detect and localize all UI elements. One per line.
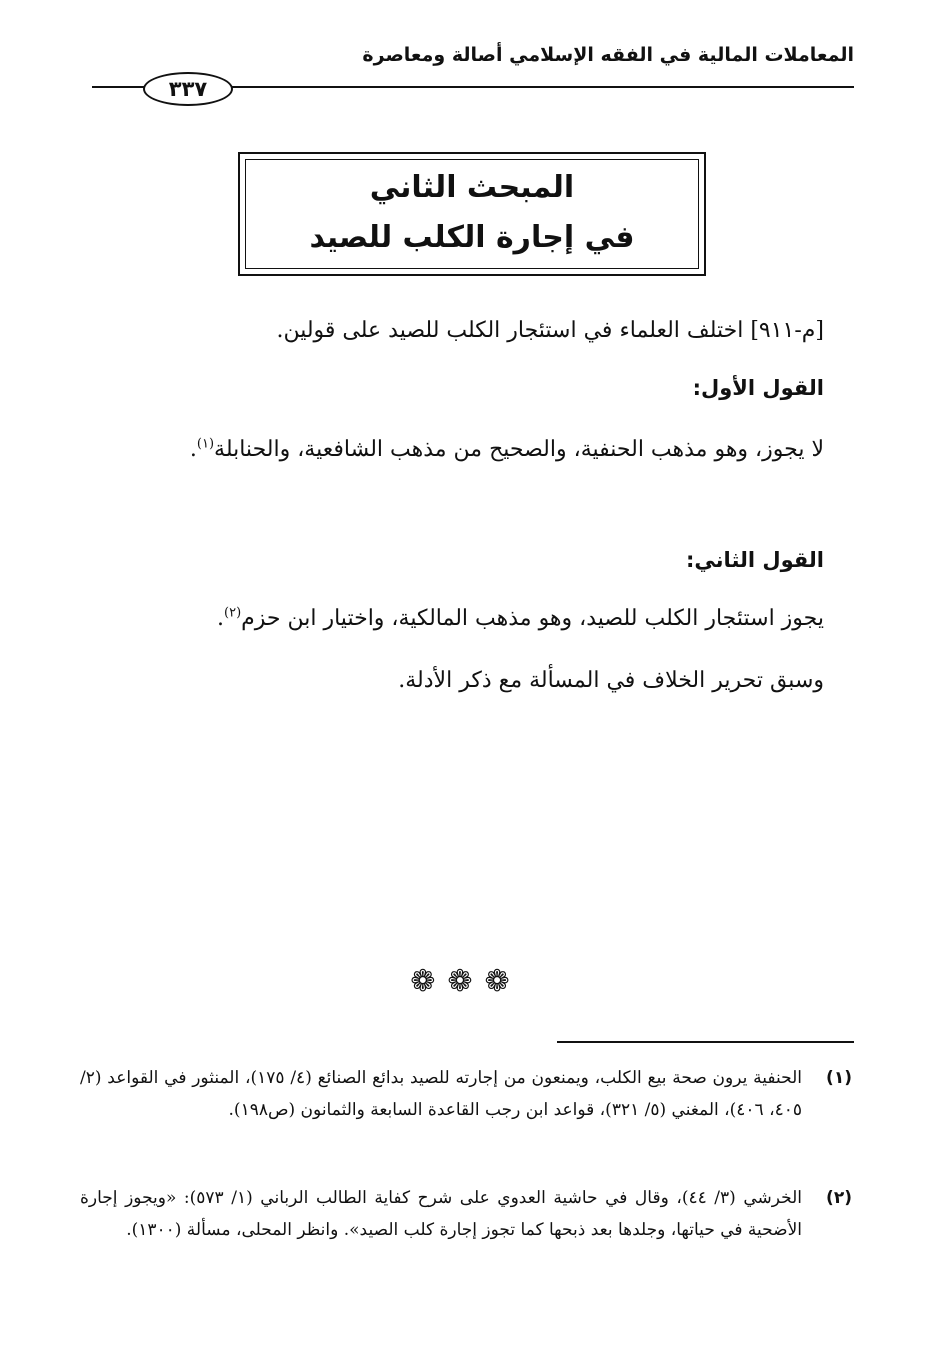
second-opinion-end: . xyxy=(217,606,225,631)
footnote-2 xyxy=(80,1182,852,1246)
section-title-box xyxy=(238,152,706,276)
closing-paragraph: وسبق تحرير الخلاف في المسألة مع ذكر الأدلة. xyxy=(398,668,824,693)
running-title: المعاملات المالية في الفقه الإسلامي أصالة ومعاصرة xyxy=(362,44,854,66)
footnote-1 xyxy=(80,1062,852,1126)
footnote-rule xyxy=(557,1041,854,1043)
first-opinion-heading: القول الأول: xyxy=(692,376,824,400)
footnote-2-text: الخرشي (٣/ ٤٤)، وقال في حاشية العدوي على شرح كفاية الطالب الرباني (١/ ٥٧٣): «ويجوز إجارة الأضحية في حياتها، وجلدها بعد ذبحها كما تجوز إجارة كلب الصيد». وانظر المحلى، مسألة (١٣٠٠). xyxy=(80,1188,802,1240)
footnote-1-text: الحنفية يرون صحة بيع الكلب، ويمنعون من إجارته للصيد بدائع الصنائع (٤/ ١٧٥)، المنثور في القواعد (٢/ ٤٠٥، ٤٠٦)، المغني (٥/ ٣٢١)، قواعد ابن رجب القاعدة السابعة والثمانون (ص١٩٨). xyxy=(80,1068,802,1120)
intro-paragraph: [م-٩١١] اختلف العلماء في استئجار الكلب للصيد على قولين. xyxy=(276,318,824,343)
first-opinion-end: . xyxy=(189,437,197,462)
first-opinion-text: لا يجوز، وهو مذهب الحنفية، والصحيح من مذهب الشافعية، والحنابلة xyxy=(214,437,824,462)
section-end-ornament xyxy=(0,964,932,999)
second-opinion-paragraph xyxy=(80,606,824,631)
footnote-ref-1[interactable]: (١) xyxy=(196,436,215,452)
second-opinion-heading: القول الثاني: xyxy=(686,548,824,572)
section-title-line-2: في إجارة الكلب للصيد xyxy=(309,220,635,255)
flower-ornament-icon: ❁❁❁ xyxy=(410,964,522,999)
section-title-line-1: المبحث الثاني xyxy=(369,170,575,205)
footnote-1-number: (١) xyxy=(826,1068,852,1088)
footnote-ref-2[interactable]: (٢) xyxy=(224,605,242,621)
second-opinion-text: يجوز استئجار الكلب للصيد، وهو مذهب المالكية، واختيار ابن حزم xyxy=(241,606,824,631)
first-opinion-paragraph xyxy=(80,422,824,478)
page-number: ٣٣٧ xyxy=(143,72,233,106)
footnote-2-number: (٢) xyxy=(826,1188,852,1208)
